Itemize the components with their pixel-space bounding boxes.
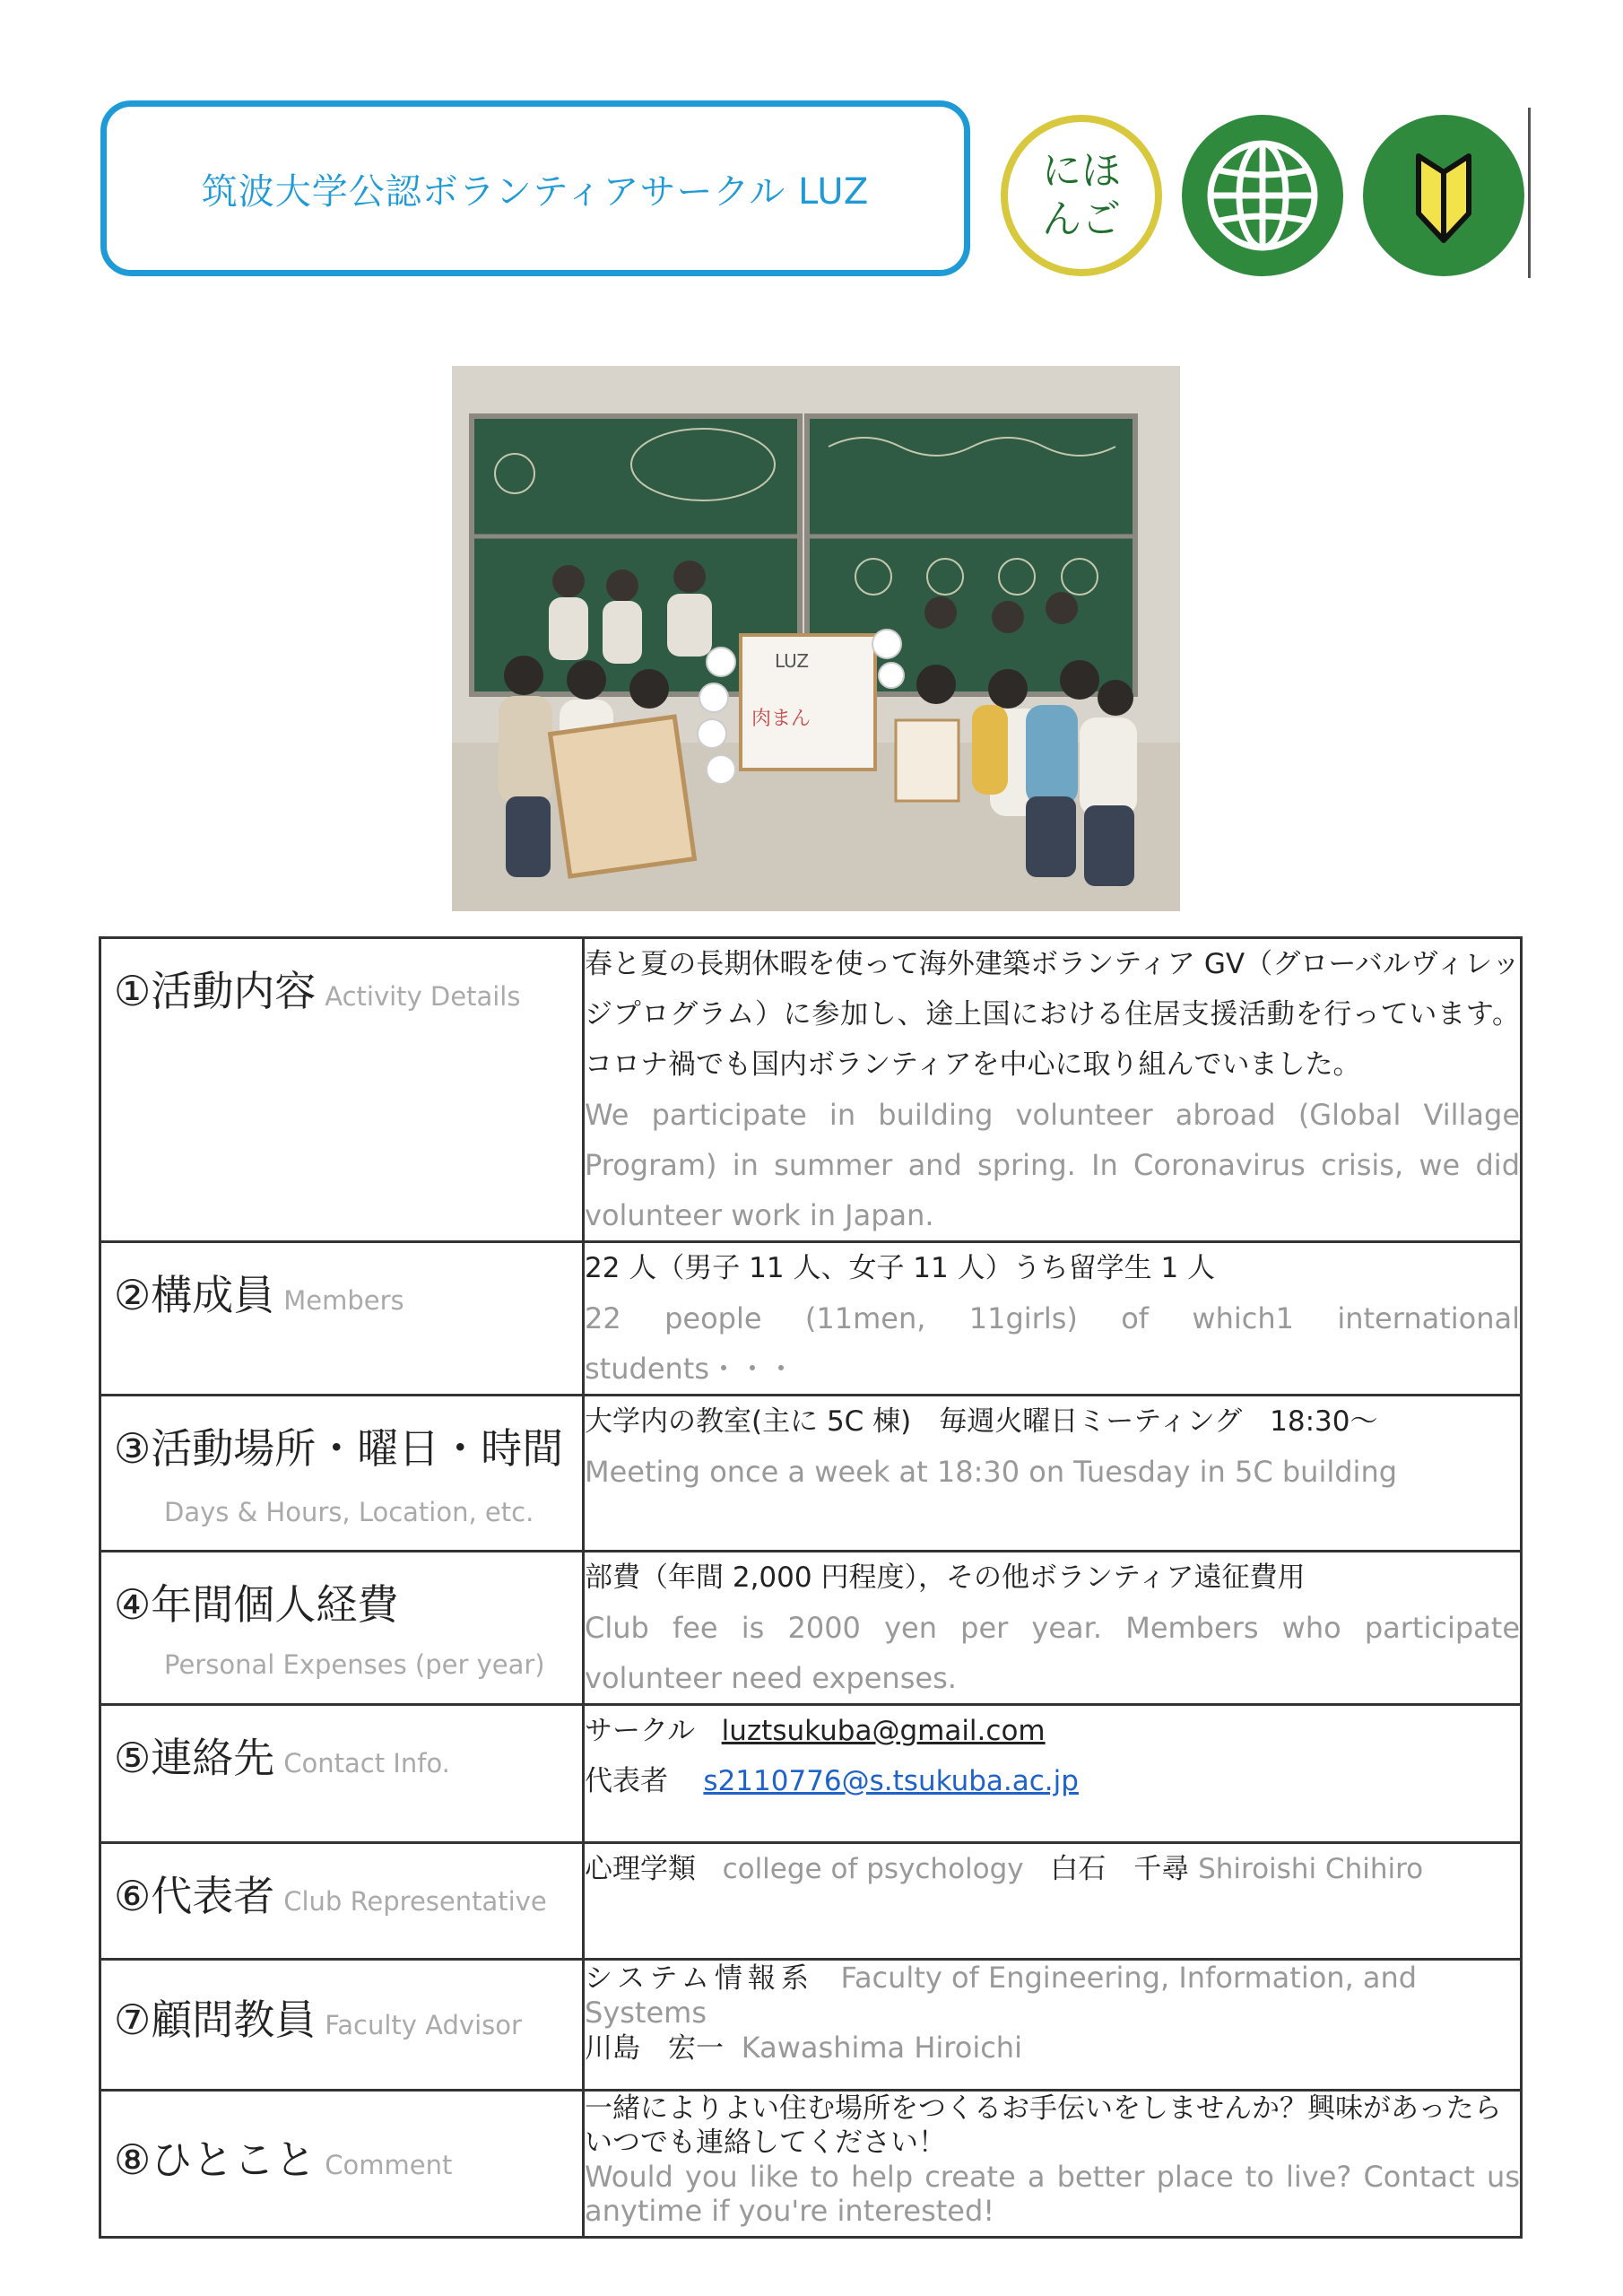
- representative-label-cell: [100, 1843, 584, 1960]
- representative-jp-name: 白石 千尋: [1050, 1853, 1190, 1885]
- globe-badge: [1182, 115, 1343, 276]
- globe-icon: [1182, 115, 1343, 276]
- members-label-cell: [100, 1242, 584, 1396]
- row-members: [100, 1242, 1522, 1396]
- activity-content: [584, 938, 1522, 1242]
- members-en-text: 22 people (11men, 11girls) of which1 international students・・・: [585, 1301, 1520, 1386]
- contact-label: ⑤連絡先: [114, 1734, 275, 1782]
- schedule-label-en: Days & Hours, Location, etc.: [164, 1497, 534, 1527]
- advisor-label-cell: [100, 1960, 584, 2091]
- comment-label-en: Comment: [325, 2150, 453, 2180]
- representative-content: [584, 1843, 1522, 1960]
- expenses-en-text: Club fee is 2000 yen per year. Members who participate volunteer need expenses.: [585, 1611, 1520, 1695]
- nihongo-badge-text: にほんご: [1042, 148, 1121, 242]
- schedule-en-text: Meeting once a week at 18:30 on Tuesday in 5C building: [585, 1455, 1398, 1489]
- comment-jp-text: 一緒によりよい住む場所をつくるお手伝いをしませんか？興味があったらいつでも連絡してください！: [585, 2092, 1502, 2159]
- expenses-label-cell: [100, 1552, 584, 1705]
- row-advisor: [100, 1960, 1522, 2091]
- contact-label-en: Contact Info.: [283, 1748, 450, 1779]
- advisor-en-dept: Faculty of Engineering, Information, and Systems: [585, 1961, 1418, 2030]
- edge-line: [1528, 108, 1531, 278]
- svg-text:肉まん: 肉まん: [751, 708, 812, 730]
- activity-jp-text: 春と夏の長期休暇を使って海外建築ボランティア GV（グローバルヴィレッジプログラム）に参加し、途上国における住居支援活動を行っています。コロナ禍でも国内ボランティアを中心に取り組んでいました。: [585, 948, 1520, 1081]
- row-expenses: [100, 1552, 1522, 1705]
- contact-rep-label: 代表者: [585, 1765, 668, 1797]
- contact-content: [584, 1705, 1522, 1843]
- members-label: ②構成員: [114, 1271, 275, 1319]
- schedule-content: [584, 1396, 1522, 1552]
- row-comment: [100, 2091, 1522, 2238]
- advisor-en-name: Kawashima Hiroichi: [741, 2031, 1022, 2065]
- representative-en-name: Shiroishi Chihiro: [1198, 1853, 1424, 1885]
- members-label-en: Members: [283, 1285, 404, 1316]
- group-photo: [452, 366, 1180, 911]
- representative-label: ⑥代表者: [114, 1872, 275, 1920]
- activity-label-cell: [100, 938, 584, 1242]
- comment-en-text: Would you like to help create a better place to live? Contact us anytime if you're interested!: [585, 2160, 1520, 2228]
- schedule-label: ③活動場所・曜日・時間: [114, 1424, 564, 1473]
- contact-rep-email-link[interactable]: s2110776@s.tsukuba.ac.jp: [703, 1765, 1079, 1797]
- advisor-jp-dept: システム情報系: [585, 1962, 814, 1995]
- row-representative: [100, 1843, 1522, 1960]
- nihongo-badge: [1001, 115, 1162, 276]
- representative-label-en: Club Representative: [283, 1886, 547, 1917]
- photo-board-text: LUZ: [775, 650, 810, 672]
- expenses-jp-text: 部費（年間 2,000 円程度），その他ボランティア遠征費用: [585, 1561, 1306, 1594]
- representative-en-dept: college of psychology: [722, 1853, 1024, 1885]
- schedule-label-cell: [100, 1396, 584, 1552]
- expenses-content: [584, 1552, 1522, 1705]
- page-title: 筑波大学公認ボランティアサークル LUZ: [201, 170, 870, 213]
- row-activity: [100, 938, 1522, 1242]
- beginner-leaf-icon: [1363, 115, 1524, 276]
- expenses-label: ④年間個人経費: [114, 1580, 399, 1629]
- members-content: [584, 1242, 1522, 1396]
- activity-label-en: Activity Details: [325, 981, 521, 1012]
- schedule-jp-text: 大学内の教室(主に 5C 棟) 毎週火曜日ミーティング 18:30～: [585, 1405, 1378, 1438]
- comment-label: ⑧ひとこと: [114, 2135, 317, 2184]
- comment-content: [584, 2091, 1522, 2238]
- advisor-jp-name: 川島 宏一: [585, 2032, 724, 2065]
- info-table: [99, 936, 1523, 2239]
- expenses-label-en: Personal Expenses (per year): [164, 1649, 545, 1680]
- contact-circle-email-link[interactable]: luztsukuba@gmail.com: [721, 1715, 1046, 1747]
- contact-label-cell: [100, 1705, 584, 1843]
- advisor-label: ⑦顧問教員: [114, 1996, 317, 2044]
- title-box: [100, 100, 970, 276]
- members-jp-text: 22 人（男子 11 人、女子 11 人）うち留学生 1 人: [585, 1252, 1216, 1284]
- activity-label: ①活動内容: [114, 967, 317, 1015]
- advisor-label-en: Faculty Advisor: [325, 2010, 522, 2040]
- advisor-content: [584, 1960, 1522, 2091]
- row-schedule: [100, 1396, 1522, 1552]
- contact-circle-label: サークル: [585, 1715, 696, 1747]
- row-contact: [100, 1705, 1522, 1843]
- beginner-badge: [1363, 115, 1524, 276]
- representative-jp-dept: 心理学類: [585, 1853, 696, 1885]
- comment-label-cell: [100, 2091, 584, 2238]
- activity-en-text: We participate in building volunteer abroad (Global Village Program) in summer and spring. In Coronavirus crisis, we did volunteer work in Japan.: [585, 1098, 1520, 1232]
